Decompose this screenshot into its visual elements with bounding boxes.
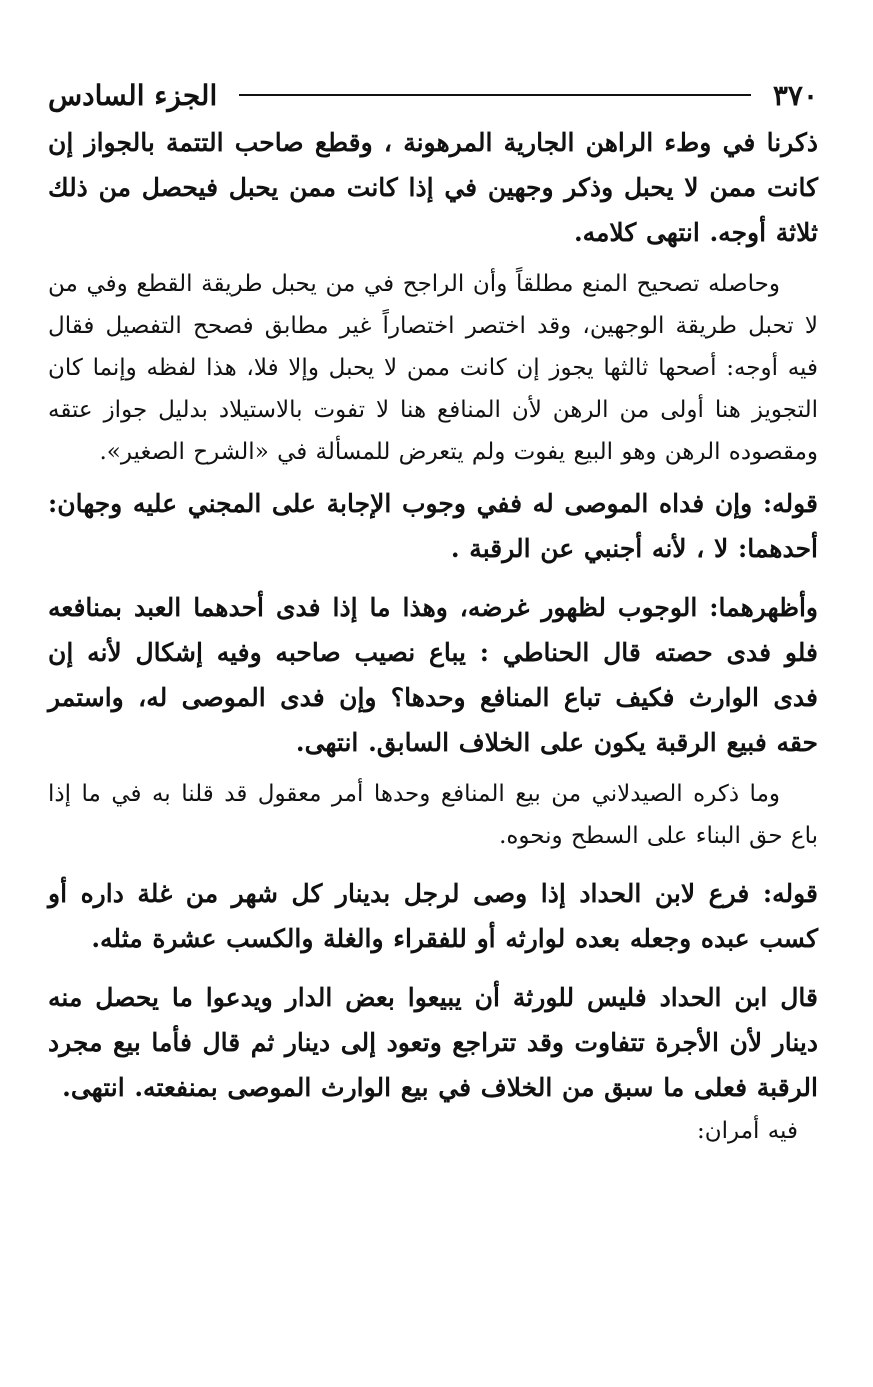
running-header (48, 70, 818, 120)
paragraph-two-matters: فيه أمران: (696, 1118, 798, 1144)
page-number: ٣٧٠ (772, 78, 818, 112)
paragraph-quote-ibn-haddad-branch: قوله: فرع لابن الحداد إذا وصى لرجل بدينار كل شهر من غلة داره أو كسب عبده وجعله بعده لوارثه أو للفقراء والغلة والكسب عشرة مثله. (48, 879, 818, 953)
paragraph-quoted-conclusion: ذكرنا في وطء الراهن الجارية المرهونة ، وقطع صاحب التتمة بالجواز إن كانت ممن لا يحبل وذكر وجهين في إذا كانت ممن يحبل فيحصل من ذلك ثلاثة أوجه. انتهى كلامه. (48, 128, 818, 247)
paragraph-quote-ibn-haddad: قال ابن الحداد فليس للورثة أن يبيعوا بعض الدار ويدعوا ما يحصل منه دينار لأن الأجرة تتفاوت وقد تتراجع وتعود إلى دينار ثم قال فأما بيع مجرد الرقبة فعلى ما سبق من الخلاف في بيع الوارث الموصى بمنفعته. انتهى. (48, 983, 818, 1102)
volume-title: الجزء السادس (48, 78, 218, 112)
paragraph-commentary-saydalani: وما ذكره الصيدلاني من بيع المنافع وحدها أمر معقول قد قلنا به في ما إذا باع حق البناء على السطح ونحوه. (48, 781, 818, 849)
book-page (48, 70, 818, 1152)
body-text (48, 120, 818, 1152)
paragraph-commentary: وحاصله تصحيح المنع مطلقاً وأن الراجح في من يحبل طريقة القطع وفي من لا تحبل طريقة الوجهين، وقد اختصر اختصاراً غير مطابق فصحح التفصيل فقال فيه أوجه: أصحها ثالثها يجوز إن كانت ممن لا يحبل وإلا فلا، هذا لفظه وإنما كان التجويز هنا أولى من الرهن لأن المنافع هنا لا تفوت بالاستيلاد بدليل جواز عتقه ومقصوده الرهن وهو البيع يفوت ولم يتعرض للمسألة في «الشرح الصغير». (48, 271, 818, 465)
header-rule (239, 94, 751, 96)
paragraph-quote-ransom: قوله: وإن فداه الموصى له ففي وجوب الإجابة على المجني عليه وجهان: أحدهما: لا ، لأنه أجنبي عن الرقبة . (48, 489, 818, 563)
paragraph-quote-stronger-view: وأظهرهما: الوجوب لظهور غرضه، وهذا ما إذا فدى أحدهما العبد بمنافعه فلو فدى حصته قال الحناطي : يباع نصيب صاحبه وفيه إشكال لأنه إن فدى الوارث فكيف تباع المنافع وحدها؟ وإن فدى الموصى له، واستمر حقه فبيع الرقبة يكون على الخلاف السابق. انتهى. (48, 593, 818, 757)
